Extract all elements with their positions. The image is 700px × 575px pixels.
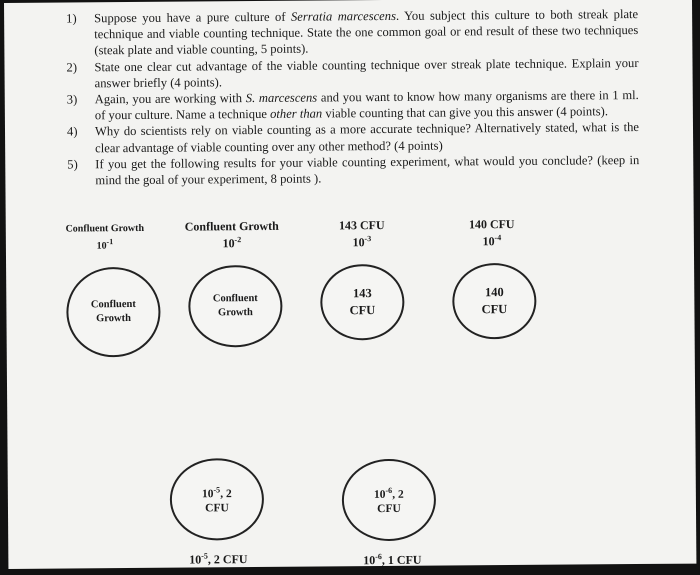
plate-label: Confluent Growth $10^{-1}$ bbox=[65, 222, 145, 252]
plate-label: 140 CFU $10^{-4}$ bbox=[468, 216, 515, 249]
petri-dish: $10^{-5}$, 2 CFU bbox=[170, 458, 265, 541]
question-text: If you get the following results for your viable counting experiment, what would you conclude? (keep in mind the goal of your experiment, 8 points ). bbox=[95, 152, 640, 188]
plate-caption: $10^{-6}$, 1 CFU bbox=[363, 552, 422, 568]
organism-name: Serratia marcescens bbox=[290, 8, 396, 24]
question-number: 1) bbox=[66, 11, 77, 26]
petri-dish: 143 CFU bbox=[320, 264, 405, 341]
question-text: Suppose you have a pure culture of Serratia marcescens. You subject this culture to both streak plate technique and viable counting technique. State the one common goal or end result of these two techniques (steak plate and viable counting, 5 points). bbox=[94, 7, 639, 58]
petri-dish: Confluent Growth bbox=[188, 265, 283, 348]
petri-dish: Confluent Growth bbox=[66, 267, 161, 358]
plate-caption: $10^{-5}$, 2 CFU bbox=[189, 551, 248, 567]
question-number: 2) bbox=[66, 60, 78, 75]
question-5 bbox=[61, 152, 639, 189]
plate-label: Confluent Growth $10^{-2}$ bbox=[184, 218, 279, 251]
question-list bbox=[60, 6, 639, 189]
question-number: 4) bbox=[66, 124, 78, 139]
petri-dish: $10^{-6}$, 2 CFU bbox=[342, 459, 437, 542]
petri-dish: 140 CFU bbox=[452, 263, 537, 340]
organism-name: S. marcescens bbox=[245, 90, 318, 106]
question-2 bbox=[60, 55, 638, 92]
question-1 bbox=[60, 6, 638, 59]
question-number: 5) bbox=[67, 157, 78, 172]
worksheet-page bbox=[4, 0, 696, 569]
question-text: Why do scientists rely on viable counting as a more accurate technique? Alternatively stated, what is the clear advantage of viable counting over any other method? (4 points) bbox=[94, 120, 640, 155]
question-text: Again, you are working with S. marcescens and you want to know how many organisms are there in 1 ml. of your culture. Name a technique other than viable counting that can give you this answer (4 points). bbox=[94, 88, 639, 123]
question-number: 3) bbox=[66, 92, 78, 107]
question-text: State one clear cut advantage of the viable counting technique over streak plate technique. Explain your answer briefly (4 points). bbox=[94, 55, 639, 91]
emphasis-text: other than bbox=[270, 106, 323, 122]
plate-label: 143 CFU $10^{-3}$ bbox=[338, 218, 385, 250]
question-4 bbox=[61, 119, 639, 156]
question-3 bbox=[61, 87, 639, 124]
